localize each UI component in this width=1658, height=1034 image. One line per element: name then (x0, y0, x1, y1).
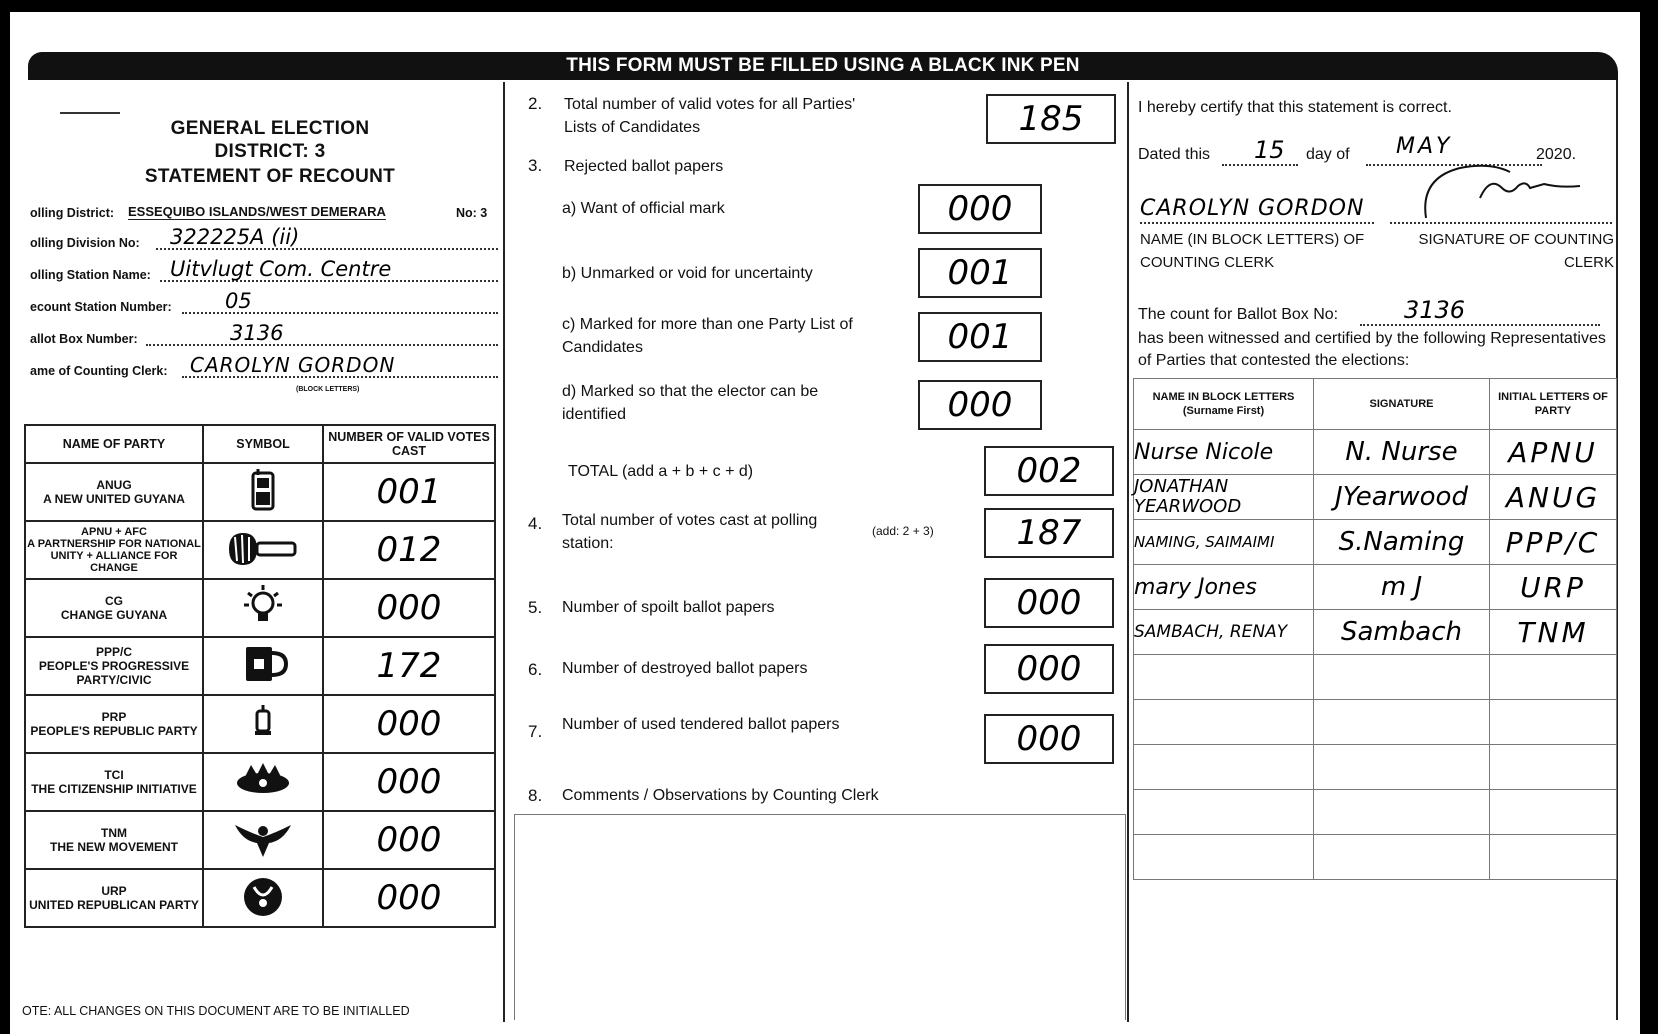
counting-clerk-row (30, 354, 500, 382)
polling-station-row (30, 258, 500, 286)
empty-cell[interactable] (1134, 700, 1314, 745)
table-row (25, 811, 495, 869)
q4-add-note: (add: 2 + 3) (872, 524, 934, 538)
q2-value-box[interactable]: 185 (986, 94, 1116, 144)
counting-clerk-label: ame of Counting Clerk: (30, 364, 168, 378)
empty-cell[interactable] (1314, 835, 1490, 880)
party-name-cell (25, 695, 203, 753)
party-symbol-cell (203, 463, 323, 521)
q7-value-box[interactable]: 000 (984, 714, 1114, 764)
party-full-name: CHANGE GUYANA (60, 608, 168, 622)
changes-note: OTE: ALL CHANGES ON THIS DOCUMENT ARE TO BE INITIALLED (22, 1004, 410, 1018)
dated-label: Dated this (1138, 146, 1211, 163)
rep-name-cell: SAMBACH, RENAY (1134, 610, 1314, 655)
empty-cell[interactable] (1134, 745, 1314, 790)
polling-station-label: olling Station Name: (30, 268, 151, 282)
header-rep-party: INITIAL LETTERS OF PARTY (1490, 379, 1617, 430)
witness-ballot-box-dots (1360, 324, 1600, 326)
block-letters-caption: (BLOCK LETTERS) (296, 386, 360, 393)
q3-number: 3. (528, 156, 543, 175)
ballot-box-dots (146, 343, 498, 346)
q3b-text: b) Unmarked or void for uncertainty (562, 265, 813, 282)
q7-number: 7. (528, 722, 543, 741)
table-row (25, 579, 495, 637)
header-valid-votes: NUMBER OF VALID VOTES CAST (323, 425, 495, 463)
rep-signature-cell: JYearwood (1314, 475, 1490, 520)
empty-cell[interactable] (1490, 835, 1617, 880)
header-party-name: NAME OF PARTY (25, 425, 203, 463)
empty-cell[interactable] (1490, 700, 1617, 745)
table-row (25, 753, 495, 811)
day-value: 15 (1254, 136, 1285, 164)
reps-table-header (1134, 379, 1617, 430)
column-divider-left (503, 82, 505, 1022)
rep-party-cell: PPP/C (1490, 520, 1617, 565)
hand-key-icon (223, 525, 303, 571)
form-title-line2: DISTRICT: 3 (214, 141, 326, 162)
party-full-name: THE CITIZENSHIP INITIATIVE (31, 782, 197, 796)
q3b-value-box[interactable]: 001 (918, 248, 1042, 298)
scan-border-left (0, 0, 10, 1034)
rep-name-cell: JONATHAN YEARWOOD (1134, 475, 1314, 520)
q3-text: Rejected ballot papers (564, 158, 724, 175)
rep-party-cell: TNM (1490, 610, 1617, 655)
table-row (25, 521, 495, 579)
q3a-text: a) Want of official mark (562, 200, 725, 217)
polling-division-row (30, 226, 500, 254)
party-votes-cell: 000 (323, 695, 495, 753)
party-abbr: APNU + AFC (81, 526, 147, 538)
party-name-cell (25, 869, 203, 927)
rep-name-cell: NAMING, SAIMAIMI (1134, 520, 1314, 565)
witness-ballot-box-label: The count for Ballot Box No: (1138, 306, 1339, 323)
party-name-cell (25, 753, 203, 811)
party-votes-cell: 000 (323, 869, 495, 927)
form-title-line1: GENERAL ELECTION (170, 118, 370, 139)
ballot-box-witness-row (1138, 296, 1598, 330)
q7-text: Number of used tendered ballot papers (562, 716, 840, 733)
column-divider-right (1127, 82, 1129, 1022)
comments-box[interactable] (514, 814, 1126, 1020)
rep-signature-cell: S.Naming (1314, 520, 1490, 565)
table-row (1134, 565, 1617, 610)
q6-number: 6. (528, 660, 543, 679)
q8-number: 8. (528, 786, 543, 805)
q4-value-box[interactable]: 187 (984, 508, 1114, 558)
emblem-icon (236, 873, 290, 919)
empty-cell[interactable] (1314, 790, 1490, 835)
party-name-cell (25, 637, 203, 695)
q4-text: Total number of votes cast at polling station: (562, 512, 818, 552)
scan-border-right (1640, 0, 1658, 1034)
polling-division-value: 322225A (ii) (170, 225, 300, 249)
party-abbr: ANUG (96, 478, 132, 492)
counting-clerk-value: CAROLYN GORDON (190, 353, 396, 377)
q6-text: Number of destroyed ballot papers (562, 660, 808, 677)
polling-division-label: olling Division No: (30, 236, 140, 250)
lantern-icon (236, 699, 290, 745)
district-number: No: 3 (456, 206, 488, 220)
table-row (25, 637, 495, 695)
party-votes-table (24, 424, 496, 928)
month-value: MAY (1396, 134, 1453, 159)
party-abbr: URP (101, 884, 127, 898)
mobile-phone-icon (236, 467, 290, 513)
rep-name-cell: mary Jones (1134, 565, 1314, 610)
party-votes-cell: 000 (323, 811, 495, 869)
party-votes-cell: 012 (323, 521, 495, 579)
ballot-box-label: allot Box Number: (30, 332, 138, 346)
table-row (1134, 655, 1617, 700)
q5-value-box[interactable]: 000 (984, 578, 1114, 628)
q3a-value-box[interactable]: 000 (918, 184, 1042, 234)
empty-cell[interactable] (1314, 700, 1490, 745)
cup-icon (236, 641, 290, 687)
party-name-cell (25, 521, 203, 579)
witness-ballot-box-value: 3136 (1404, 296, 1466, 324)
day-of-label: day of (1306, 146, 1350, 163)
form-title-line3: STATEMENT OF RECOUNT (144, 166, 396, 187)
witness-text: has been witnessed and certified by the following Representatives of Parties that contested the elections: (1138, 330, 1606, 369)
banner: THIS FORM MUST BE FILLED USING A BLACK INK PEN (28, 52, 1618, 80)
party-abbr: PPP/C (95, 645, 132, 659)
table-row (1134, 520, 1617, 565)
eagle-icon (231, 815, 295, 861)
table-row (1134, 475, 1617, 520)
q4-number: 4. (528, 514, 543, 533)
q5-number: 5. (528, 598, 543, 617)
empty-cell[interactable] (1490, 790, 1617, 835)
clerk-block-name: CAROLYN GORDON (1140, 196, 1365, 221)
ballot-box-value: 3136 (230, 321, 284, 345)
rep-party-cell: APNU (1490, 430, 1617, 475)
empty-cell[interactable] (1134, 835, 1314, 880)
party-abbr: PRP (101, 710, 127, 724)
q8-text: Comments / Observations by Counting Clerk (562, 787, 879, 804)
party-symbol-cell (203, 753, 323, 811)
party-symbol-cell (203, 811, 323, 869)
header-symbol: SYMBOL (203, 425, 323, 463)
year-value: 2020. (1536, 146, 1577, 163)
party-symbol-cell (203, 869, 323, 927)
table-row (25, 463, 495, 521)
polling-district-row (30, 196, 500, 224)
wreath-icon (231, 757, 295, 803)
clerk-signature-label: SIGNATURE OF COUNTING CLERK (1418, 231, 1614, 271)
polling-district-value: ESSEQUIBO ISLANDS/WEST DEMERARA (128, 204, 386, 219)
table-row (1134, 610, 1617, 655)
q3d-text: d) Marked so that the elector can be identified (562, 383, 819, 423)
table-row (25, 869, 495, 927)
table-row (1134, 700, 1617, 745)
q5-text: Number of spoilt ballot papers (562, 599, 775, 616)
q3d-value-box[interactable]: 000 (918, 380, 1042, 430)
polling-station-value: Uitvlugt Com. Centre (170, 257, 392, 281)
q2-number: 2. (528, 94, 543, 113)
table-row (1134, 835, 1617, 880)
party-symbol-cell (203, 695, 323, 753)
certify-statement: I hereby certify that this statement is correct. (1138, 99, 1452, 116)
party-votes-cell: 172 (323, 637, 495, 695)
rep-signature-cell: Sambach (1314, 610, 1490, 655)
party-symbol-cell (203, 579, 323, 637)
q3c-value-box[interactable]: 001 (918, 312, 1042, 362)
table-row (1134, 745, 1617, 790)
party-name-cell (25, 579, 203, 637)
empty-cell[interactable] (1314, 745, 1490, 790)
day-dots (1222, 164, 1298, 166)
table-row (1134, 430, 1617, 475)
rep-signature-cell: N. Nurse (1314, 430, 1490, 475)
party-table-header (25, 425, 495, 463)
party-name-cell (25, 811, 203, 869)
party-full-name: THE NEW MOVEMENT (50, 840, 178, 854)
recount-station-row (30, 290, 500, 318)
party-name-cell (25, 463, 203, 521)
total-text: TOTAL (add a + b + c + d) (568, 463, 754, 480)
scan-border-top (0, 0, 1658, 12)
empty-cell[interactable] (1134, 655, 1314, 700)
party-full-name: UNITED REPUBLICAN PARTY (29, 898, 199, 912)
clerk-name-label: NAME (IN BLOCK LETTERS) OF COUNTING CLERK (1140, 231, 1365, 271)
rep-party-cell: ANUG (1490, 475, 1617, 520)
party-abbr: TNM (101, 826, 127, 840)
party-representatives-table (1133, 378, 1617, 880)
party-full-name: A PARTNERSHIP FOR NATIONAL UNITY + ALLIANCE FOR CHANGE (27, 538, 201, 574)
rep-party-cell: URP (1490, 565, 1617, 610)
header-rep-name: NAME IN BLOCK LETTERS (Surname First) (1134, 379, 1314, 430)
party-full-name: PEOPLE'S PROGRESSIVE PARTY/CIVIC (38, 659, 190, 687)
empty-cell[interactable] (1490, 655, 1617, 700)
party-full-name: A NEW UNITED GUYANA (43, 492, 185, 506)
clerk-signature-image (1420, 158, 1600, 228)
table-row (1134, 790, 1617, 835)
party-votes-cell: 001 (323, 463, 495, 521)
empty-cell[interactable] (1314, 655, 1490, 700)
corner-mark (60, 112, 120, 114)
party-full-name: PEOPLE'S REPUBLIC PARTY (30, 724, 198, 738)
empty-cell[interactable] (1490, 745, 1617, 790)
recount-station-value: 05 (225, 289, 252, 313)
q2-text: Total number of valid votes for all Parties' Lists of Candidates (564, 96, 856, 136)
header-rep-signature: SIGNATURE (1314, 379, 1490, 430)
q6-value-box[interactable]: 000 (984, 644, 1114, 694)
ballot-box-row (30, 322, 500, 350)
light-bulb-icon (236, 583, 290, 629)
recount-station-label: ecount Station Number: (30, 300, 172, 314)
party-abbr: TCI (104, 768, 124, 782)
clerk-name-dots (1140, 222, 1374, 224)
polling-district-label: olling District: (30, 206, 115, 220)
party-votes-cell: 000 (323, 579, 495, 637)
party-votes-cell: 000 (323, 753, 495, 811)
total-value-box[interactable]: 002 (984, 446, 1114, 496)
rep-signature-cell: m J (1314, 565, 1490, 610)
q3c-text: c) Marked for more than one Party List of Candidates (562, 316, 853, 356)
party-symbol-cell (203, 521, 323, 579)
rep-name-cell: Nurse Nicole (1134, 430, 1314, 475)
table-row (25, 695, 495, 753)
empty-cell[interactable] (1134, 790, 1314, 835)
party-symbol-cell (203, 637, 323, 695)
party-abbr: CG (105, 594, 123, 608)
